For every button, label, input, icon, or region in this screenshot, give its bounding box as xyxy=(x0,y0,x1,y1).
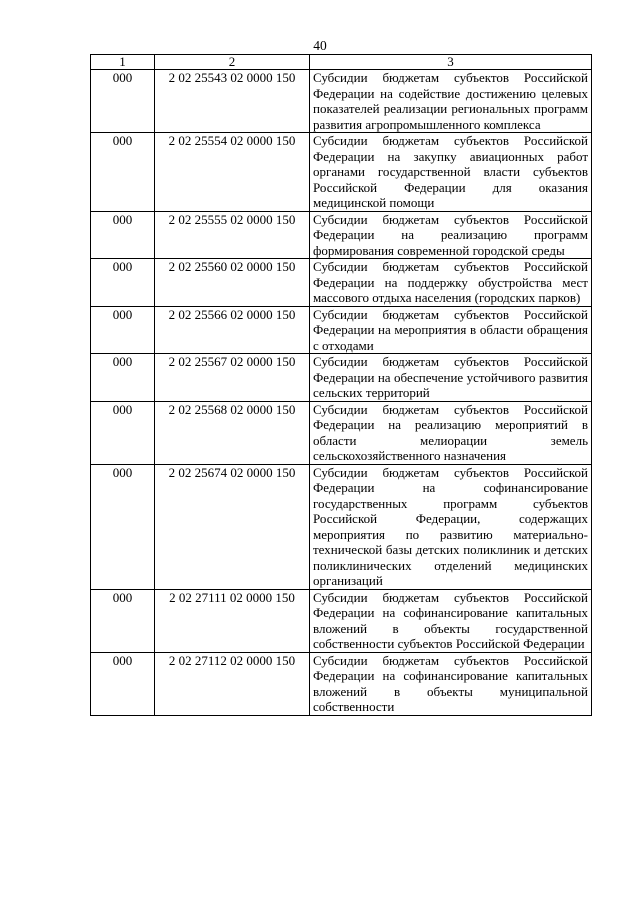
classification-code-cell: 2 02 25567 02 0000 150 xyxy=(155,354,310,402)
admin-code-cell: 000 xyxy=(91,259,155,307)
table-row xyxy=(91,589,592,652)
classification-code-cell: 2 02 25568 02 0000 150 xyxy=(155,401,310,464)
classification-code-cell: 2 02 25674 02 0000 150 xyxy=(155,464,310,589)
admin-code-cell: 000 xyxy=(91,652,155,715)
income-name-cell: Субсидии бюджетам субъектов Российской Федерации на обеспечение устойчивого развития сельских территорий xyxy=(310,354,592,402)
income-name-cell: Субсидии бюджетам субъектов Российской Федерации на софинансирование капитальных вложений в объекты муниципальной собственности xyxy=(310,652,592,715)
table-row xyxy=(91,133,592,212)
header-row xyxy=(91,55,592,70)
table-row xyxy=(91,259,592,307)
budget-classification-table xyxy=(90,54,592,716)
admin-code-cell: 000 xyxy=(91,464,155,589)
column-header-2: 2 xyxy=(155,55,310,70)
admin-code-cell: 000 xyxy=(91,211,155,259)
income-name-cell: Субсидии бюджетам субъектов Российской Федерации на мероприятия в области обращения с отходами xyxy=(310,306,592,354)
income-name-cell: Субсидии бюджетам субъектов Российской Федерации на закупку авиационных работ органами государственной власти субъектов Российской Федерации для оказания медицинской помощи xyxy=(310,133,592,212)
table-row xyxy=(91,211,592,259)
page-number: 40 xyxy=(313,38,327,53)
classification-code-cell: 2 02 27111 02 0000 150 xyxy=(155,589,310,652)
classification-code-cell: 2 02 27112 02 0000 150 xyxy=(155,652,310,715)
income-name-cell: Субсидии бюджетам субъектов Российской Федерации на поддержку обустройства мест массового отдыха населения (городских парков) xyxy=(310,259,592,307)
column-header-1: 1 xyxy=(91,55,155,70)
admin-code-cell: 000 xyxy=(91,354,155,402)
income-name-cell: Субсидии бюджетам субъектов Российской Федерации на реализацию мероприятий в области мелиорации земель сельскохозяйственного назначения xyxy=(310,401,592,464)
table-row xyxy=(91,306,592,354)
table-row xyxy=(91,464,592,589)
admin-code-cell: 000 xyxy=(91,133,155,212)
admin-code-cell: 000 xyxy=(91,401,155,464)
column-header-3: 3 xyxy=(310,55,592,70)
admin-code-cell: 000 xyxy=(91,589,155,652)
table-row xyxy=(91,652,592,715)
income-name-cell: Субсидии бюджетам субъектов Российской Федерации на содействие достижению целевых показателей реализации региональных программ развития агропромышленного комплекса xyxy=(310,70,592,133)
income-name-cell: Субсидии бюджетам субъектов Российской Федерации на софинансирование капитальных вложений в объекты государственной собственности субъектов Российской Федерации xyxy=(310,589,592,652)
admin-code-cell: 000 xyxy=(91,70,155,133)
classification-code-cell: 2 02 25555 02 0000 150 xyxy=(155,211,310,259)
table-row xyxy=(91,401,592,464)
classification-code-cell: 2 02 25566 02 0000 150 xyxy=(155,306,310,354)
income-name-cell: Субсидии бюджетам субъектов Российской Федерации на реализацию программ формирования современной городской среды xyxy=(310,211,592,259)
classification-code-cell: 2 02 25543 02 0000 150 xyxy=(155,70,310,133)
classification-code-cell: 2 02 25554 02 0000 150 xyxy=(155,133,310,212)
income-name-cell: Субсидии бюджетам субъектов Российской Федерации на софинансирование государственных программ субъектов Российской Федерации, содержащих мероприятия по развитию материально-технической базы детских поликлиник и детских поликлинических отделений медицинских организаций xyxy=(310,464,592,589)
table-row xyxy=(91,70,592,133)
admin-code-cell: 000 xyxy=(91,306,155,354)
classification-code-cell: 2 02 25560 02 0000 150 xyxy=(155,259,310,307)
table-row xyxy=(91,354,592,402)
